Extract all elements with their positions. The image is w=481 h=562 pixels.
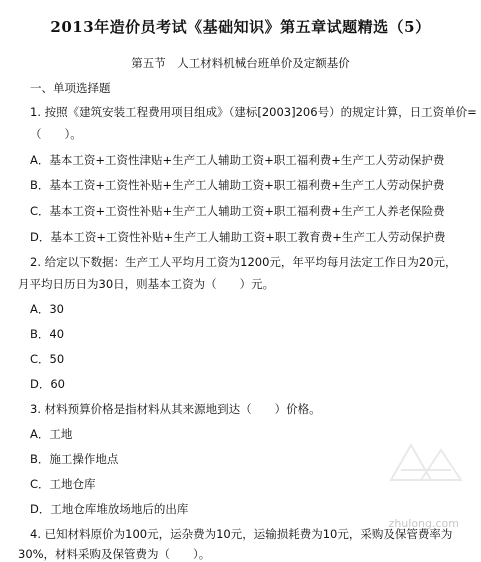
question-1-option-c: C．基本工资+工资性补贴+生产工人辅助工资+职工福利费+生产工人养老保险费 — [30, 204, 445, 218]
question-2-option-d: D．60 — [30, 377, 65, 391]
question-1-option-b: B．基本工资+工资性补贴+生产工人辅助工资+职工福利费+生产工人劳动保护费 — [30, 178, 445, 192]
watermark-logo-icon — [381, 430, 471, 500]
watermark-text: zhulong.com — [388, 517, 459, 530]
question-2-stem-line-1: 2. 给定以下数据：生产工人平均月工资为1200元，年平均每月法定工作日为20元， — [30, 255, 457, 269]
question-2-option-b: B．40 — [30, 327, 65, 341]
question-2-option-a: A．30 — [30, 302, 65, 316]
section-title: 第五节 人工材料机械台班单价及定额基价 — [131, 56, 350, 70]
question-3-stem: 3. 材料预算价格是指材料从其来源地到达（ ）价格。 — [30, 402, 321, 416]
question-1-option-d: D．基本工资+工资性补贴+生产工人辅助工资+职工教育费+生产工人劳动保护费 — [30, 230, 446, 244]
question-1-stem-line-1: 1. 按照《建筑安装工程费用项目组成》（建标[2003]206号）的规定计算，日工资单价= — [30, 105, 477, 119]
question-3-option-a: A．工地 — [30, 427, 73, 441]
question-3-option-c: C．工地仓库 — [30, 477, 96, 491]
document-title: 2013年造价员考试《基础知识》第五章试题精选（5） — [50, 18, 431, 36]
question-1-stem-line-2: （ ）。 — [30, 127, 82, 141]
question-2-stem-line-2: 月平均日历日为30日，则基本工资为（ ）元。 — [18, 277, 275, 291]
question-4-stem-line-2: 30%，材料采购及保管费为（ ）。 — [18, 547, 211, 561]
question-3-option-b: B．施工操作地点 — [30, 452, 119, 466]
question-3-option-d: D．工地仓库堆放场地后的出库 — [30, 502, 189, 516]
question-1-option-a: A．基本工资+工资性津贴+生产工人辅助工资+职工福利费+生产工人劳动保护费 — [30, 153, 445, 167]
question-2-option-c: C．50 — [30, 352, 65, 366]
part-heading: 一、单项选择题 — [30, 81, 111, 95]
question-4-stem-line-1: 4. 已知材料原价为100元，运杂费为10元，运输损耗费为10元，采购及保管费率为 — [30, 527, 453, 541]
